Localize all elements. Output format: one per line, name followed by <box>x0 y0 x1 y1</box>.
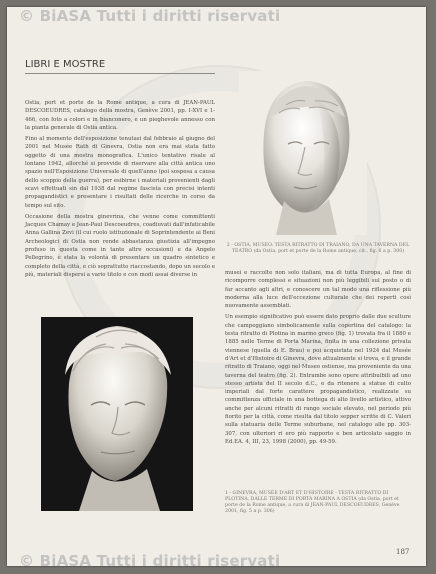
bottom-image-caption: 1 - GINEVRA, MUSÉE D'ART ET D'HISTOIRE - TESTA RITRATTO DI PLOTINA, DALLE TERME DI PORTA MARINA A OSTIA (da Ostia, port et porte de la Rome antique, a cura di JEAN-PAUL DESCOEUDRES, Genève 2001, fig. 5 a p. 306) <box>225 491 400 515</box>
left-column-text <box>25 99 215 282</box>
right-column-text <box>225 269 411 449</box>
book-page <box>7 7 426 566</box>
top-image-caption: 2 - OSTIA, MUSEO. TESTA RITRATTO DI TRAIANO, DA UNA TAVERNA DEL TEATRO (da Ostia, port et porte de la Rome antique, cit., fig. 6 a p. 300) <box>226 243 410 255</box>
catalog-entry: Ostia, port et porte de la Rome antique, a cura di JEAN-PAUL DESCOEUDRES, catalogo della mostra, Genève 2001, pp. I-XVI e 1-466, con foto a colori e in bianconero, e un pieghevole annesso con la pianta generale di Ostia antica. <box>25 100 215 131</box>
paragraph-two: Occasione della mostra ginevrina, che venne come committenti Jacques Chamay e Jean-Paul Descoeudres, coadiuvati dall'infaticabile Anna Gallina Zevi (il cui ruolo istituzionale di Soprintendente ai Beni Archeologici di Ostia non rende abbastanza giustizia all'impegno profuso in questa come in tante altre occasioni) e da Angelo Pellegrino, è stata la volontà di presentare un quadro sintetico e completo della città, e ciò soprattutto riaccostando, dopo un secolo e più, materiali dispersi a vario titolo e con modi assai diverse in <box>25 213 215 278</box>
top-watermark: © BiASA Tutti i diritti riservati <box>19 7 281 25</box>
bottom-watermark: © BiASA Tutti i diritti riservati <box>19 552 281 566</box>
right-paragraph-one: musei e raccolte non solo italiani, ma di tutta Europa, al fine di ricomporre complessi e situazioni non più leggibili sul posto o di far accanto agli altri, e conoscere un tal modo una riflessione più moderna alla luce dell'eccezione culturale che dei reperti così nuovamente assemblati. <box>225 270 411 310</box>
trajan-bust-image <box>239 71 367 235</box>
page-number: 187 <box>396 548 410 556</box>
right-paragraph-two: Un esempio significativo può essere dato proprio dalle due sculture che campeggiano simbolicamente sulla copertina del catalogo: la testa ritratto di Plotina in marmo greco (fig. 1) trovata fra il 1880 e 1885 nelle Terme di Porta Marina, finita in una collezione privata viennese (quella di E. Brau) e poi acquistata nel 1924 dal Musée d'Art et d'Histoire di Ginevra, dove attualmente si trova, e il grande ritratto di Traiano, oggi nel Museo ostiense, ma proveniente da una taverna del teatro (fig. 2). Entrambe sono opere attribuibili ad uno stesso artista del II secolo d.C., e da ritenere a statue di culto imperiali dal forte carattere propagandistico, realizzate su committenza ufficiale in una bottega di alto livello artistico, attivo anche per alcuni ritratti di rango sociale elevato, nel periodo più fiorito per la città, come risulta dal titolo sepper scritte di C. Valeri sulla statuaria delle Terme suburbane, nel catalogo alle pp. 303-307, con ulteriori ri ero più rapporto e ben articolato saggio in Ed.EA. 4, III, 23, 1998 (2000), pp. 49-59. <box>225 314 411 445</box>
plotina-bust-image <box>41 317 193 511</box>
section-heading: LIBRI E MOSTRE <box>25 59 215 74</box>
paragraph-one: Fino al momento dell'esposizione tenutasi dal febbraio al giugno del 2001 nel Musée Rath di Ginevra, Ostia non era mai stata fatto oggetto di una mostra monografica. L'unico tentativo risale al lontano 1942, allorché si provvide di riservare alla città antica uno spazio nell'Esposizione Universale di quell'anno (poi sospesa a causa dello scoppio della guerra), per esibirne i materiali provenienti dagli scavi effettuati sin dal 1938 dal regime fascista con precisi intenti propagandistici e presentare i risultati delle ricerche in corso da tempo sul sito. <box>25 136 215 209</box>
